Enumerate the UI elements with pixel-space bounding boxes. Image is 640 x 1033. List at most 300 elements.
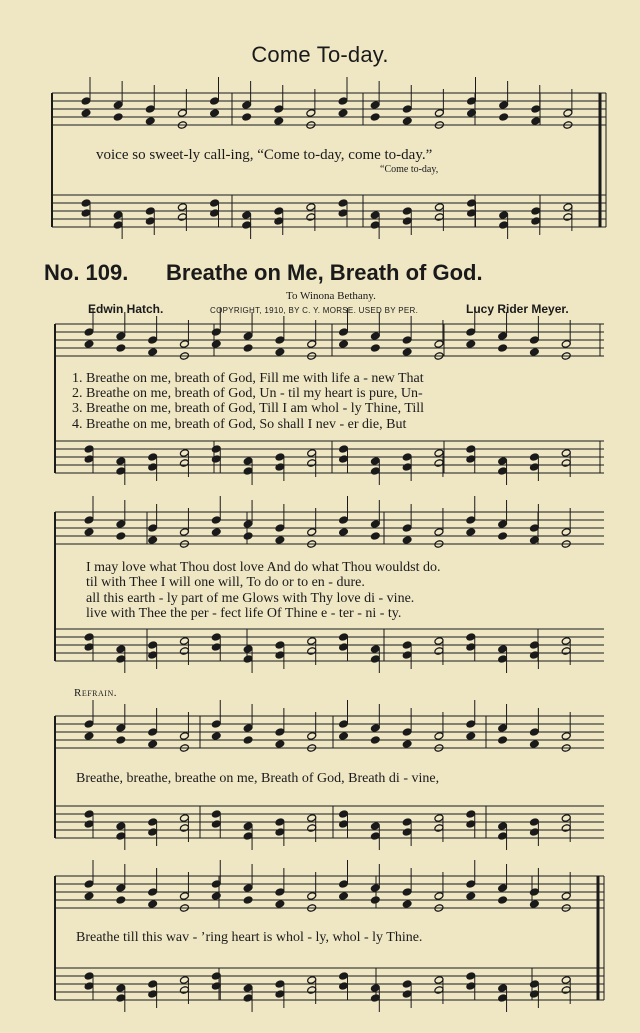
note-head xyxy=(243,884,253,893)
note-head xyxy=(242,101,252,110)
note-head xyxy=(466,528,476,537)
note-head xyxy=(561,986,571,995)
dedication: To Winona Bethany. xyxy=(286,290,376,302)
note-head xyxy=(275,463,285,472)
note-head xyxy=(338,97,348,106)
note-head xyxy=(402,728,412,737)
note-head xyxy=(179,814,189,823)
note-head xyxy=(402,117,412,126)
note-head xyxy=(113,211,123,220)
note-head xyxy=(466,455,476,464)
note-head xyxy=(529,740,539,749)
note-head xyxy=(498,532,508,541)
note-head xyxy=(434,449,444,458)
note-head xyxy=(307,637,317,646)
note-head xyxy=(370,822,380,831)
note-head xyxy=(179,976,189,985)
note-head xyxy=(148,336,158,345)
note-head xyxy=(561,340,571,349)
note-head xyxy=(307,824,317,833)
note-head xyxy=(243,832,253,841)
note-head xyxy=(339,633,349,642)
note-head xyxy=(402,524,412,533)
note-head xyxy=(211,340,221,349)
refrain-label: Refrain. xyxy=(74,687,117,699)
note-head xyxy=(116,645,126,654)
note-head xyxy=(210,109,220,118)
note-head xyxy=(561,814,571,823)
note-head xyxy=(81,97,91,106)
note-head xyxy=(148,348,158,357)
note-head xyxy=(145,105,155,114)
note-head xyxy=(434,459,444,468)
note-head xyxy=(306,203,316,212)
note-head xyxy=(148,900,158,909)
note-head xyxy=(148,888,158,897)
note-head xyxy=(466,633,476,642)
note-head xyxy=(561,449,571,458)
note-head xyxy=(145,207,155,216)
note-head xyxy=(116,984,126,993)
note-head xyxy=(370,344,380,353)
note-head xyxy=(402,828,412,837)
verse-1-line-2: I may love what Thou dost love And do what Thou wouldst do. xyxy=(86,560,441,575)
note-head xyxy=(370,467,380,476)
note-head xyxy=(529,828,539,837)
note-head xyxy=(498,724,508,733)
note-head xyxy=(338,209,348,218)
note-head xyxy=(116,822,126,831)
note-head xyxy=(402,463,412,472)
verse-4-line-1: 4. Breathe on me, breath of God, So shall I nev - er die, But xyxy=(72,417,407,432)
note-head xyxy=(498,994,508,1003)
note-head xyxy=(243,984,253,993)
note-head xyxy=(529,453,539,462)
note-head xyxy=(148,651,158,660)
note-head xyxy=(498,896,508,905)
note-head xyxy=(211,720,221,729)
note-head xyxy=(529,818,539,827)
note-head xyxy=(498,520,508,529)
note-head xyxy=(370,101,380,110)
note-head xyxy=(370,724,380,733)
note-head xyxy=(84,720,94,729)
music-author: Lucy Rider Meyer. xyxy=(466,302,569,316)
note-head xyxy=(402,336,412,345)
note-head xyxy=(339,328,349,337)
note-head xyxy=(179,637,189,646)
note-head xyxy=(307,892,317,901)
note-head xyxy=(402,453,412,462)
note-head xyxy=(307,976,317,985)
note-head xyxy=(148,818,158,827)
note-head xyxy=(274,105,284,114)
note-head xyxy=(466,892,476,901)
note-head xyxy=(148,828,158,837)
note-head xyxy=(148,990,158,999)
note-head xyxy=(434,637,444,646)
note-head xyxy=(179,459,189,468)
note-head xyxy=(148,536,158,545)
note-head xyxy=(466,972,476,981)
note-head xyxy=(561,528,571,537)
note-head xyxy=(531,105,541,114)
note-head xyxy=(370,832,380,841)
note-head xyxy=(339,720,349,729)
note-head xyxy=(211,880,221,889)
note-head xyxy=(116,994,126,1003)
note-head xyxy=(307,528,317,537)
note-head xyxy=(210,199,220,208)
note-head xyxy=(563,213,573,222)
note-head xyxy=(338,199,348,208)
note-head xyxy=(84,528,94,537)
refrain-line-1: Breathe, breathe, breathe on me, Breath of God, Breath di - vine, xyxy=(76,771,440,786)
note-head xyxy=(116,457,126,466)
note-head xyxy=(499,101,509,110)
note-head xyxy=(466,516,476,525)
hymn-number: No. 109. xyxy=(44,260,129,285)
note-head xyxy=(148,740,158,749)
note-head xyxy=(434,213,444,222)
note-head xyxy=(434,528,444,537)
note-head xyxy=(275,900,285,909)
note-head xyxy=(243,736,253,745)
note-head xyxy=(370,655,380,664)
note-head xyxy=(116,884,126,893)
note-head xyxy=(275,990,285,999)
verse-2-line-1: 2. Breathe on me, breath of God, Un - til my heart is pure, Un- xyxy=(72,386,423,401)
note-head xyxy=(211,732,221,741)
note-head xyxy=(339,732,349,741)
note-head xyxy=(116,467,126,476)
verse-3-line-2: all this earth - ly part of me Glows with Thy love di - vine. xyxy=(86,591,415,606)
note-head xyxy=(148,980,158,989)
note-head xyxy=(370,896,380,905)
note-head xyxy=(177,213,187,222)
note-head xyxy=(275,980,285,989)
words-author: Edwin Hatch. xyxy=(88,302,164,316)
note-head xyxy=(529,463,539,472)
note-head xyxy=(148,463,158,472)
note-head xyxy=(116,655,126,664)
note-head xyxy=(307,449,317,458)
note-head xyxy=(561,824,571,833)
note-head xyxy=(179,528,189,537)
note-head xyxy=(498,884,508,893)
note-head xyxy=(466,720,476,729)
note-head xyxy=(275,641,285,650)
top-lyric-line: voice so sweet-ly call-ing, “Come to-day, come to-day.” xyxy=(96,147,433,163)
note-head xyxy=(148,453,158,462)
note-head xyxy=(370,221,380,230)
note-head xyxy=(402,348,412,357)
note-head xyxy=(561,459,571,468)
note-head xyxy=(242,221,252,230)
verse-3-line-1: 3. Breathe on me, breath of God, Till I am whol - ly Thine, Till xyxy=(72,401,425,416)
note-head xyxy=(243,467,253,476)
note-head xyxy=(84,445,94,454)
note-head xyxy=(116,332,126,341)
note-head xyxy=(243,655,253,664)
note-head xyxy=(211,516,221,525)
note-head xyxy=(84,328,94,337)
note-head xyxy=(498,736,508,745)
note-head xyxy=(402,641,412,650)
note-head xyxy=(402,651,412,660)
note-head xyxy=(339,340,349,349)
note-head xyxy=(148,728,158,737)
note-head xyxy=(275,336,285,345)
note-head xyxy=(466,810,476,819)
note-head xyxy=(306,213,316,222)
note-head xyxy=(561,892,571,901)
cue-text: “Come to-day, xyxy=(380,164,439,175)
note-head xyxy=(211,455,221,464)
note-head xyxy=(84,340,94,349)
note-head xyxy=(179,892,189,901)
note-head xyxy=(339,820,349,829)
note-head xyxy=(339,972,349,981)
note-head xyxy=(243,532,253,541)
note-head xyxy=(434,892,444,901)
note-head xyxy=(563,203,573,212)
note-head xyxy=(211,972,221,981)
note-head xyxy=(84,880,94,889)
note-head xyxy=(499,211,509,220)
note-head xyxy=(370,645,380,654)
note-head xyxy=(563,109,573,118)
note-head xyxy=(307,647,317,656)
note-head xyxy=(434,824,444,833)
note-head xyxy=(434,647,444,656)
note-head xyxy=(243,822,253,831)
note-head xyxy=(370,994,380,1003)
note-head xyxy=(275,728,285,737)
note-head xyxy=(242,113,252,122)
note-head xyxy=(339,455,349,464)
note-head xyxy=(179,824,189,833)
note-head xyxy=(529,990,539,999)
note-head xyxy=(177,109,187,118)
note-head xyxy=(148,524,158,533)
note-head xyxy=(113,101,123,110)
note-head xyxy=(211,982,221,991)
note-head xyxy=(466,880,476,889)
note-head xyxy=(116,896,126,905)
note-head xyxy=(84,732,94,741)
note-head xyxy=(307,814,317,823)
note-head xyxy=(402,207,412,216)
note-head xyxy=(402,888,412,897)
copyright-notice: COPYRIGHT, 1910, BY C. Y. MORSE. USED BY PER. xyxy=(210,306,419,315)
note-head xyxy=(402,900,412,909)
note-head xyxy=(116,724,126,733)
note-head xyxy=(211,820,221,829)
note-head xyxy=(243,332,253,341)
verse-1-line-1: 1. Breathe on me, breath of God, Fill me with life a - new That xyxy=(72,371,424,386)
note-head xyxy=(275,536,285,545)
note-head xyxy=(307,459,317,468)
note-head xyxy=(339,982,349,991)
note-head xyxy=(434,109,444,118)
note-head xyxy=(339,516,349,525)
note-head xyxy=(210,209,220,218)
note-head xyxy=(561,647,571,656)
note-head xyxy=(243,724,253,733)
note-head xyxy=(84,892,94,901)
note-head xyxy=(275,651,285,660)
note-head xyxy=(275,453,285,462)
note-head xyxy=(529,336,539,345)
note-head xyxy=(275,524,285,533)
note-head xyxy=(499,221,509,230)
note-head xyxy=(243,896,253,905)
note-head xyxy=(84,810,94,819)
note-head xyxy=(211,445,221,454)
note-head xyxy=(529,900,539,909)
note-head xyxy=(81,199,91,208)
note-head xyxy=(529,888,539,897)
note-head xyxy=(84,982,94,991)
note-head xyxy=(274,217,284,226)
note-head xyxy=(177,203,187,212)
note-head xyxy=(339,892,349,901)
note-head xyxy=(434,340,444,349)
note-head xyxy=(498,655,508,664)
note-head xyxy=(211,328,221,337)
note-head xyxy=(531,117,541,126)
note-head xyxy=(466,982,476,991)
note-head xyxy=(243,520,253,529)
note-head xyxy=(306,109,316,118)
verse-4-line-2: live with Thee the per - fect life Of Thine e - ter - ni - ty. xyxy=(86,606,402,621)
note-head xyxy=(81,109,91,118)
note-head xyxy=(211,633,221,642)
note-head xyxy=(275,888,285,897)
note-head xyxy=(370,113,380,122)
note-head xyxy=(498,457,508,466)
note-head xyxy=(498,332,508,341)
note-head xyxy=(561,732,571,741)
note-head xyxy=(498,344,508,353)
hymn-title: Breathe on Me, Breath of God. xyxy=(166,260,483,285)
note-head xyxy=(498,832,508,841)
note-head xyxy=(339,810,349,819)
note-head xyxy=(84,455,94,464)
note-head xyxy=(275,818,285,827)
note-head xyxy=(499,113,509,122)
note-head xyxy=(434,986,444,995)
note-head xyxy=(243,457,253,466)
note-head xyxy=(211,643,221,652)
note-head xyxy=(466,732,476,741)
note-head xyxy=(370,211,380,220)
note-head xyxy=(338,109,348,118)
note-head xyxy=(434,814,444,823)
note-head xyxy=(402,740,412,749)
note-head xyxy=(561,637,571,646)
note-head xyxy=(434,732,444,741)
refrain-line-2: Breathe till this wav - ’ring heart is whol - ly, whol - ly Thine. xyxy=(76,930,423,945)
note-head xyxy=(243,344,253,353)
note-head xyxy=(466,445,476,454)
note-head xyxy=(179,732,189,741)
note-head xyxy=(275,740,285,749)
note-head xyxy=(148,641,158,650)
note-head xyxy=(561,976,571,985)
note-head xyxy=(243,645,253,654)
note-head xyxy=(179,340,189,349)
note-head xyxy=(402,105,412,114)
note-head xyxy=(116,832,126,841)
note-head xyxy=(81,209,91,218)
note-head xyxy=(370,984,380,993)
note-head xyxy=(339,643,349,652)
note-head xyxy=(370,332,380,341)
note-head xyxy=(211,810,221,819)
note-head xyxy=(466,643,476,652)
note-head xyxy=(84,643,94,652)
note-head xyxy=(339,445,349,454)
note-head xyxy=(274,207,284,216)
note-head xyxy=(370,736,380,745)
note-head xyxy=(370,520,380,529)
note-head xyxy=(531,217,541,226)
note-head xyxy=(113,221,123,230)
note-head xyxy=(307,986,317,995)
note-head xyxy=(402,980,412,989)
note-head xyxy=(275,348,285,357)
note-head xyxy=(116,532,126,541)
note-head xyxy=(498,984,508,993)
note-head xyxy=(179,647,189,656)
note-head xyxy=(243,994,253,1003)
note-head xyxy=(498,645,508,654)
note-head xyxy=(242,211,252,220)
note-head xyxy=(370,884,380,893)
note-head xyxy=(145,217,155,226)
note-head xyxy=(275,828,285,837)
previous-hymn-title: Come To-day. xyxy=(251,42,389,67)
note-head xyxy=(434,203,444,212)
note-head xyxy=(211,528,221,537)
note-head xyxy=(370,457,380,466)
note-head xyxy=(116,520,126,529)
note-head xyxy=(179,986,189,995)
note-head xyxy=(498,467,508,476)
note-head xyxy=(402,536,412,545)
note-head xyxy=(339,528,349,537)
note-head xyxy=(370,532,380,541)
note-head xyxy=(307,732,317,741)
note-head xyxy=(466,340,476,349)
note-head xyxy=(210,97,220,106)
note-head xyxy=(307,340,317,349)
note-head xyxy=(402,818,412,827)
note-head xyxy=(84,633,94,642)
note-head xyxy=(113,113,123,122)
note-head xyxy=(402,990,412,999)
note-head xyxy=(84,972,94,981)
note-head xyxy=(402,217,412,226)
note-head xyxy=(211,892,221,901)
note-head xyxy=(466,820,476,829)
note-head xyxy=(84,820,94,829)
note-head xyxy=(179,449,189,458)
note-head xyxy=(466,328,476,337)
note-head xyxy=(434,976,444,985)
